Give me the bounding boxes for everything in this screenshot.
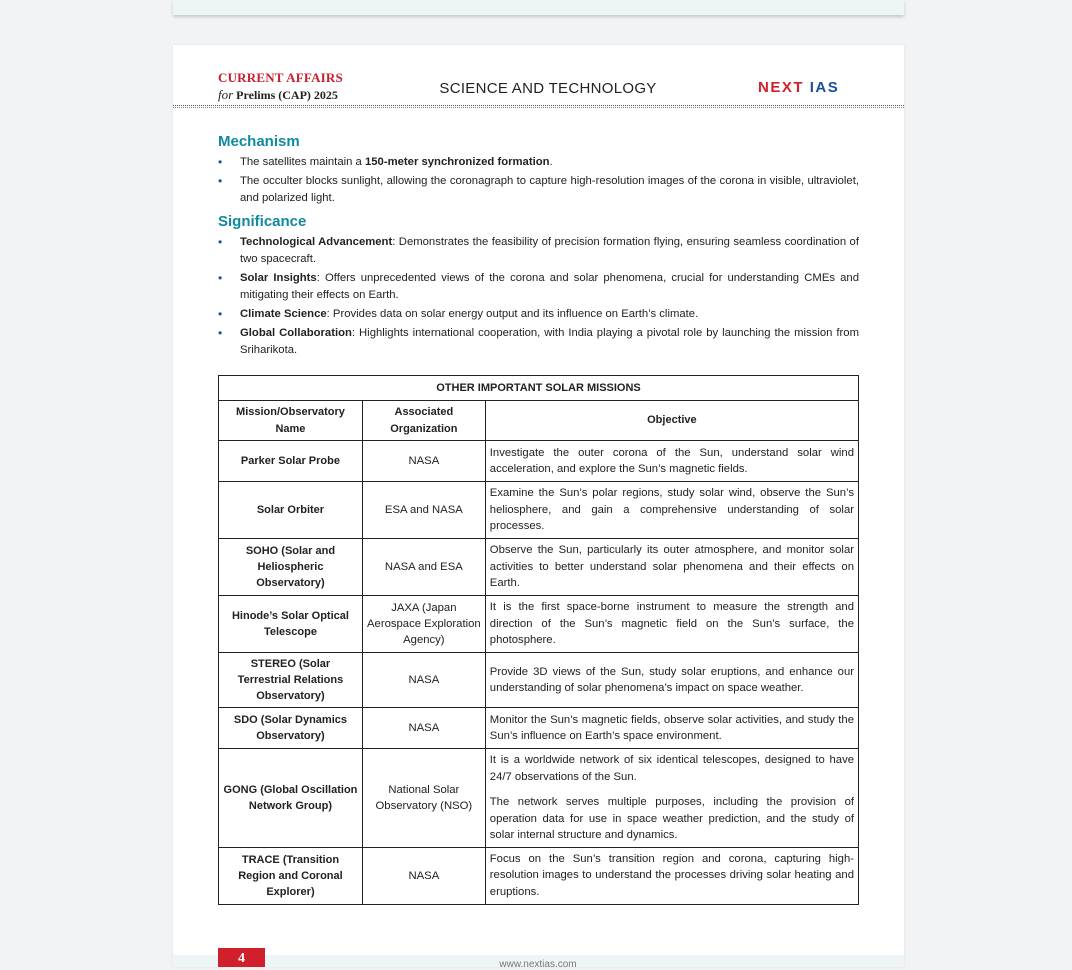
mission-name: SOHO (Solar and Heliospheric Observatory) [219, 539, 363, 596]
significance-heading: Significance [218, 213, 307, 230]
mission-organization: JAXA (Japan Aerospace Exploration Agency) [362, 596, 485, 653]
mission-objective: Investigate the outer corona of the Sun, understand solar wind acceleration, and explore the Sun’s magnetic fields. [485, 441, 858, 482]
list-item: • The occulter blocks sunlight, allowing the coronagraph to capture high-resolution images of the corona in visible, ultraviolet, and polarized light. [218, 174, 859, 204]
table-row [219, 441, 859, 482]
solar-missions-table [218, 375, 859, 905]
significance-list [218, 234, 859, 359]
bullet-icon: • [218, 271, 223, 285]
bullet-icon: • [218, 307, 223, 321]
logo-next: NEXT [758, 79, 805, 96]
table-caption: OTHER IMPORTANT SOLAR MISSIONS [219, 376, 859, 401]
mission-objective [485, 749, 858, 848]
header-prelims [218, 87, 343, 103]
list-item: • The satellites maintain a 150-meter synchronized formation. [218, 155, 553, 169]
table-header-row [219, 401, 859, 441]
next-ias-logo [758, 79, 839, 96]
mission-name: Hinode’s Solar Optical Telescope [219, 596, 363, 653]
column-header-organization: Associated Organization [362, 401, 485, 441]
mission-name: GONG (Global Oscillation Network Group) [219, 749, 363, 848]
bullet-icon: • [218, 155, 223, 169]
page-number-badge: 4 [218, 948, 265, 967]
list-item: • Solar Insights: Offers unprecedented views of the corona and solar phenomena, crucial for understanding CMEs and mitigating their effects on Earth. [218, 271, 859, 301]
column-header-name: Mission/Observatory Name [219, 401, 363, 441]
mission-name: SDO (Solar Dynamics Observatory) [219, 708, 363, 749]
table-row [219, 749, 859, 848]
bullet-icon: • [218, 174, 223, 188]
website-link[interactable]: www.nextias.com [499, 959, 577, 970]
mechanism-heading: Mechanism [218, 133, 300, 150]
mission-name: STEREO (Solar Terrestrial Relations Observatory) [219, 653, 363, 708]
header-publication [218, 70, 343, 103]
header-subject: SCIENCE AND TECHNOLOGY [439, 80, 657, 97]
mission-name: Solar Orbiter [219, 482, 363, 539]
mission-objective: Provide 3D views of the Sun, study solar eruptions, and enhance our understanding of solar phenomena’s impact on space weather. [485, 653, 858, 708]
table-row [219, 653, 859, 708]
header-divider-secondary [173, 107, 904, 108]
header-divider [173, 105, 904, 106]
table-caption-row [219, 376, 859, 401]
mission-organization: NASA and ESA [362, 539, 485, 596]
list-item: • Global Collaboration: Highlights international cooperation, with India playing a pivotal role by launching the mission from Sriharikota. [218, 326, 859, 356]
table-row [219, 596, 859, 653]
mission-objective: It is the first space-borne instrument to measure the strength and direction of the Sun’s magnetic field on the Sun’s surface, the photosphere. [485, 596, 858, 653]
mission-name: Parker Solar Probe [219, 441, 363, 482]
header-prelims-label: Prelims (CAP) 2025 [236, 88, 338, 102]
mission-organization: ESA and NASA [362, 482, 485, 539]
logo-ias: IAS [809, 79, 840, 96]
bullet-icon: • [218, 326, 223, 340]
mission-organization: National Solar Observatory (NSO) [362, 749, 485, 848]
mission-name: TRACE (Transition Region and Coronal Explorer) [219, 847, 363, 904]
mission-objective: Monitor the Sun’s magnetic fields, observe solar activities, and study the Sun’s influence on Earth’s space environment. [485, 708, 858, 749]
list-item: • Climate Science: Provides data on solar energy output and its influence on Earth’s climate. [218, 307, 699, 321]
column-header-objective: Objective [485, 401, 858, 441]
mechanism-list [218, 154, 859, 207]
mission-organization: NASA [362, 847, 485, 904]
bullet-icon: • [218, 235, 223, 249]
mission-objective: Examine the Sun’s polar regions, study solar wind, observe the Sun’s heliosphere, and gain a comprehensive understanding of solar processes. [485, 482, 858, 539]
objective-paragraph: The network serves multiple purposes, including the provision of operation data for use in space weather prediction, and the study of solar internal structure and dynamics. [489, 796, 854, 841]
page-content [218, 133, 859, 365]
mission-objective: Observe the Sun, particularly its outer atmosphere, and monitor solar activities to better understand solar phenomena and their effects on Earth. [485, 539, 858, 596]
table-row [219, 539, 859, 596]
mission-objective: Focus on the Sun’s transition region and corona, capturing high-resolution images to understand the processes driving solar heating and eruptions. [485, 847, 858, 904]
table-row [219, 708, 859, 749]
document-page [173, 45, 904, 970]
list-item: • Technological Advancement: Demonstrates the feasibility of precision formation flying, ensuring seamless coordination of two spacecraft. [218, 235, 859, 265]
table-row [219, 847, 859, 904]
previous-page-edge [173, 0, 904, 15]
mission-organization: NASA [362, 653, 485, 708]
header-current-affairs: CURRENT AFFAIRS [218, 70, 343, 85]
mission-organization: NASA [362, 441, 485, 482]
table-row [219, 482, 859, 539]
header-for: for [218, 87, 234, 102]
mission-organization: NASA [362, 708, 485, 749]
objective-paragraph: It is a worldwide network of six identical telescopes, designed to have 24/7 observations of the Sun. [489, 754, 854, 783]
